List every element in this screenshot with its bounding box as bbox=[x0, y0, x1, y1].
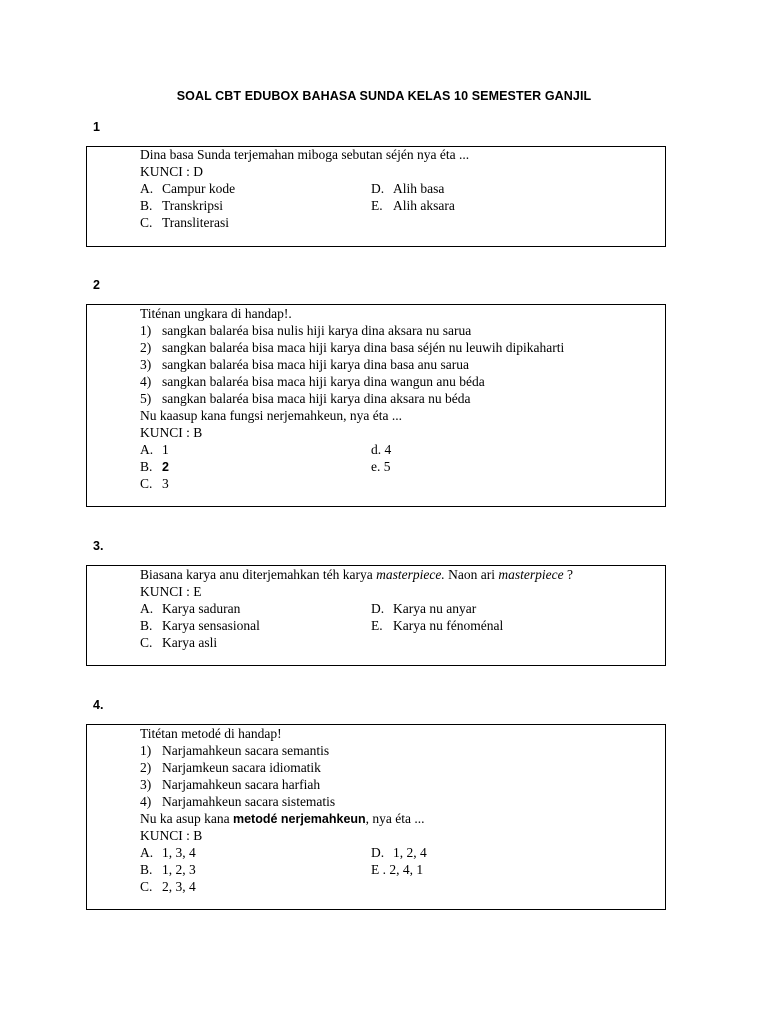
option-label: B. bbox=[140, 618, 153, 633]
option-label: A. bbox=[140, 181, 154, 196]
item-number: 1) bbox=[140, 323, 152, 338]
option-label: D. bbox=[371, 601, 385, 616]
question-1-option-e bbox=[371, 197, 455, 214]
option-text: Karya nu anyar bbox=[393, 601, 477, 616]
item-number: 1) bbox=[140, 743, 152, 758]
option-label: D. bbox=[371, 181, 385, 196]
item-number: 4) bbox=[140, 794, 152, 809]
option-label: d. bbox=[371, 442, 382, 457]
question-text-part: , nya éta ... bbox=[365, 811, 425, 826]
question-3-option-e bbox=[371, 617, 503, 634]
question-3-number: 3. bbox=[93, 539, 104, 553]
question-1-key: KUNCI : D bbox=[140, 164, 203, 179]
question-4-option-b bbox=[140, 861, 196, 878]
question-text-part: ? bbox=[563, 567, 573, 582]
question-2-number: 2 bbox=[93, 278, 100, 292]
item-text: sangkan balaréa bisa maca hiji karya dina basa séjén nu leuwih dipikaharti bbox=[162, 340, 565, 355]
question-2-key: KUNCI : B bbox=[140, 425, 203, 440]
option-text: Karya sensasional bbox=[162, 618, 260, 633]
option-label: D. bbox=[371, 845, 385, 860]
question-2-item-1 bbox=[140, 322, 471, 339]
question-3-option-d bbox=[371, 600, 476, 617]
option-label: E . bbox=[371, 862, 386, 877]
question-4-item-4 bbox=[140, 793, 335, 810]
item-number: 3) bbox=[140, 777, 152, 792]
question-1-option-b bbox=[140, 197, 223, 214]
option-text: 1, 3, 4 bbox=[162, 845, 196, 860]
option-text: 5 bbox=[383, 459, 391, 474]
option-label: e. bbox=[371, 459, 381, 474]
question-4-key: KUNCI : B bbox=[140, 828, 203, 843]
question-2-item-2 bbox=[140, 339, 564, 356]
option-label: E. bbox=[371, 198, 383, 213]
item-text: sangkan balaréa bisa maca hiji karya dina basa anu sarua bbox=[162, 357, 469, 372]
option-label: C. bbox=[140, 476, 153, 491]
question-4-option-a bbox=[140, 844, 196, 861]
option-text: 3 bbox=[162, 476, 169, 491]
option-label: A. bbox=[140, 601, 154, 616]
option-text: 2, 4, 1 bbox=[389, 862, 424, 877]
option-text: Campur kode bbox=[162, 181, 236, 196]
option-label: B. bbox=[140, 198, 153, 213]
question-1-option-d bbox=[371, 180, 444, 197]
question-4-intro: Titétan metodé di handap! bbox=[140, 726, 282, 741]
item-number: 2) bbox=[140, 760, 152, 775]
question-2-text: Nu kaasup kana fungsi nerjemahkeun, nya éta ... bbox=[140, 408, 403, 423]
question-text-part: Biasana karya anu diterjemahkan téh karya bbox=[140, 567, 377, 582]
question-text-emphasis: masterpiece bbox=[498, 567, 564, 582]
item-number: 4) bbox=[140, 374, 152, 389]
option-label: A. bbox=[140, 442, 154, 457]
question-1-text: Dina basa Sunda terjemahan miboga sebutan séjén nya éta ... bbox=[140, 147, 470, 162]
item-text: sangkan balaréa bisa nulis hiji karya dina aksara nu sarua bbox=[162, 323, 472, 338]
question-1-option-c bbox=[140, 214, 229, 231]
option-label: E. bbox=[371, 618, 383, 633]
option-text: 4 bbox=[384, 442, 392, 457]
option-label: B. bbox=[140, 459, 153, 474]
item-number: 3) bbox=[140, 357, 152, 372]
option-text: 2 bbox=[162, 460, 169, 474]
item-number: 2) bbox=[140, 340, 152, 355]
question-4-option-d bbox=[371, 844, 427, 861]
question-4-option-e bbox=[371, 861, 423, 878]
item-text: sangkan balaréa bisa maca hiji karya dina aksara nu béda bbox=[162, 391, 471, 406]
question-3-option-b bbox=[140, 617, 260, 634]
question-2-item-3 bbox=[140, 356, 469, 373]
question-2-item-4 bbox=[140, 373, 485, 390]
question-4-option-c bbox=[140, 878, 196, 895]
option-text: Karya nu fénoménal bbox=[393, 618, 504, 633]
question-2-option-e bbox=[371, 458, 391, 475]
question-text-bold: metodé nerjemahkeun bbox=[232, 812, 366, 826]
option-text: 1, 2, 4 bbox=[393, 845, 427, 860]
question-text-emphasis: masterpiece. bbox=[376, 567, 445, 582]
question-text-part: Naon ari bbox=[444, 567, 499, 582]
item-text: Narjamkeun sacara idiomatik bbox=[162, 760, 321, 775]
question-4-item-2 bbox=[140, 759, 321, 776]
question-4-item-1 bbox=[140, 742, 329, 759]
option-text: Karya saduran bbox=[162, 601, 241, 616]
question-2-intro: Titénan ungkara di handap!. bbox=[140, 306, 292, 321]
question-3-option-c bbox=[140, 634, 217, 651]
option-label: B. bbox=[140, 862, 153, 877]
item-text: Narjamahkeun sacara harfiah bbox=[162, 777, 321, 792]
question-text-part: Nu ka asup kana bbox=[140, 811, 233, 826]
option-label: A. bbox=[140, 845, 154, 860]
question-2-option-b bbox=[140, 458, 169, 476]
question-3-text bbox=[140, 566, 573, 583]
option-text: Alih basa bbox=[393, 181, 445, 196]
question-3-key: KUNCI : E bbox=[140, 584, 202, 599]
question-4-text bbox=[140, 810, 425, 828]
question-3-option-a bbox=[140, 600, 240, 617]
option-text: Alih aksara bbox=[393, 198, 455, 213]
item-text: Narjamahkeun sacara semantis bbox=[162, 743, 330, 758]
option-text: Transliterasi bbox=[162, 215, 229, 230]
document-title: SOAL CBT EDUBOX BAHASA SUNDA KELAS 10 SEMESTER GANJIL bbox=[176, 89, 592, 103]
item-text: Narjamahkeun sacara sistematis bbox=[162, 794, 336, 809]
option-label: C. bbox=[140, 215, 153, 230]
question-2-option-a bbox=[140, 441, 169, 458]
option-text: 2, 3, 4 bbox=[162, 879, 196, 894]
option-label: C. bbox=[140, 635, 153, 650]
option-text: 1 bbox=[162, 442, 169, 457]
question-2-item-5 bbox=[140, 390, 470, 407]
question-1-option-a bbox=[140, 180, 235, 197]
question-2-option-c bbox=[140, 475, 169, 492]
question-4-number: 4. bbox=[93, 698, 104, 712]
question-1-number: 1 bbox=[93, 120, 100, 134]
item-number: 5) bbox=[140, 391, 152, 406]
question-4-item-3 bbox=[140, 776, 320, 793]
option-text: Karya asli bbox=[162, 635, 218, 650]
question-2-option-d bbox=[371, 441, 391, 458]
option-label: C. bbox=[140, 879, 153, 894]
item-text: sangkan balaréa bisa maca hiji karya dina wangun anu béda bbox=[162, 374, 485, 389]
option-text: Transkripsi bbox=[162, 198, 224, 213]
option-text: 1, 2, 3 bbox=[162, 862, 196, 877]
